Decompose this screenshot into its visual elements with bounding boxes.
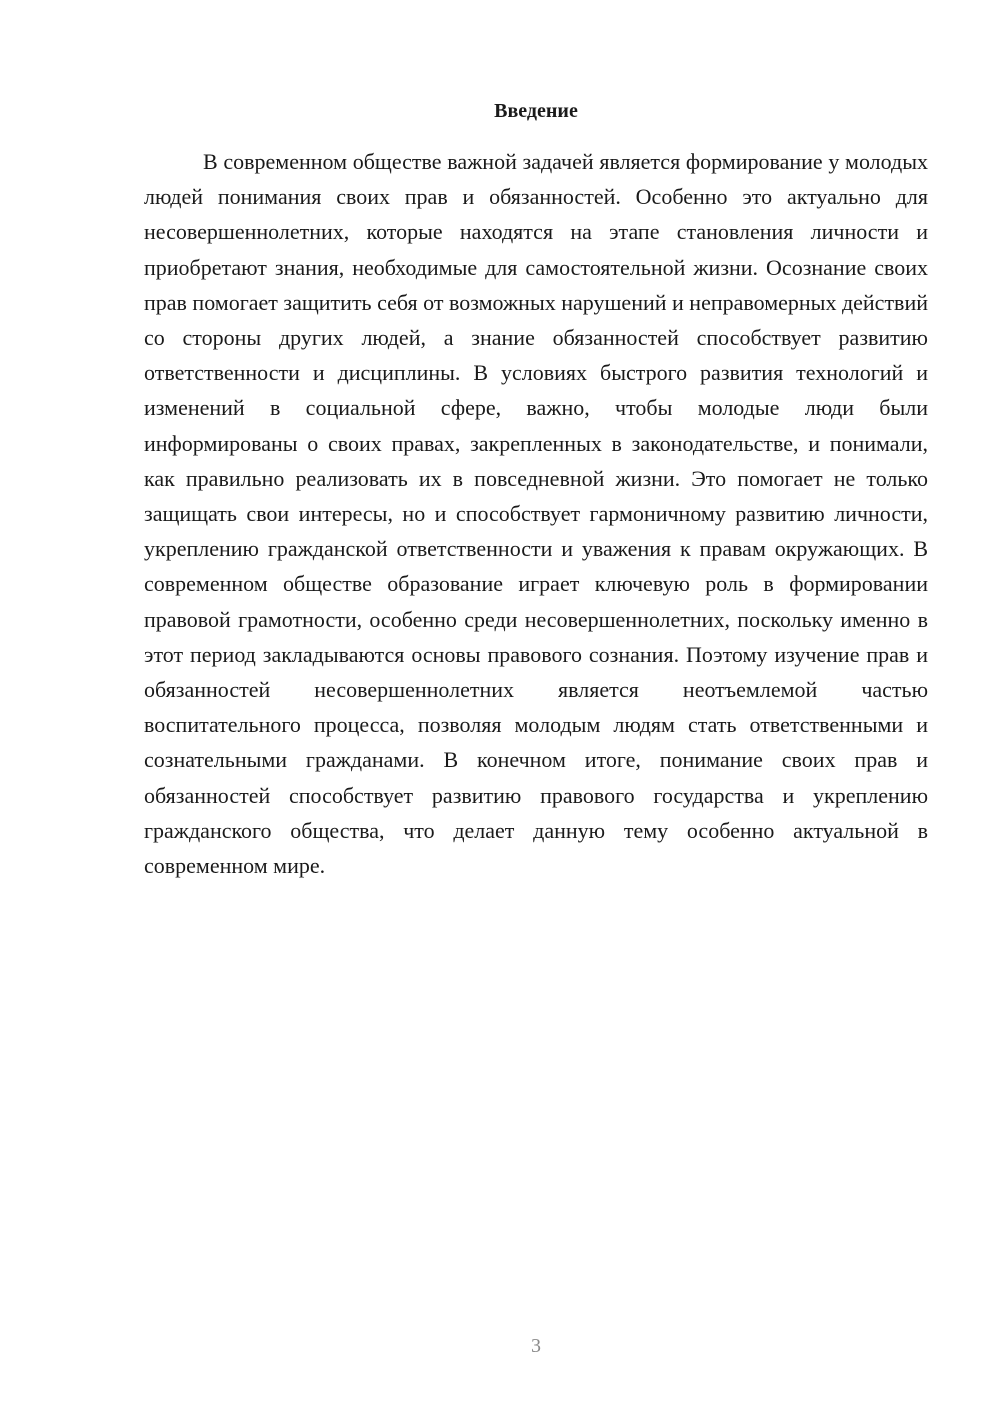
page-number: 3 <box>531 1335 541 1357</box>
heading-container <box>144 98 928 124</box>
section-heading: Введение <box>494 100 578 122</box>
body-paragraph: В современном обществе важной задачей является формирование у молодых людей понимания своих прав и обязанностей. Особенно это актуально для несовершеннолетних, которые находятся на этапе становления личности и приобретают знания, необходимые для самостоятельной жизни. Осознание своих прав помогает защитить себя от возможных нарушений и неправомерных действий со стороны других людей, а знание обязанностей способствует развитию ответственности и дисциплины. В условиях быстрого развития технологий и изменений в социальной сфере, важно, чтобы молодые люди были информированы о своих правах, закрепленных в законодательстве, и понимали, как правильно реализовать их в повседневной жизни. Это помогает не только защищать свои интересы, но и способствует гармоничному развитию личности, укреплению гражданской ответственности и уважения к правам окружающих. В современном обществе образование играет ключевую роль в формировании правовой грамотности, особенно среди несовершеннолетних, поскольку именно в этот период закладываются основы правового сознания. Поэтому изучение прав и обязанностей несовершеннолетних является неотъемлемой частью воспитательного процесса, позволяя молодым людям стать ответственными и сознательными гражданами. В конечном итоге, понимание своих прав и обязанностей способствует развитию правового государства и укреплению гражданского общества, что делает данную тему особенно актуальной в современном мире. <box>144 149 928 879</box>
